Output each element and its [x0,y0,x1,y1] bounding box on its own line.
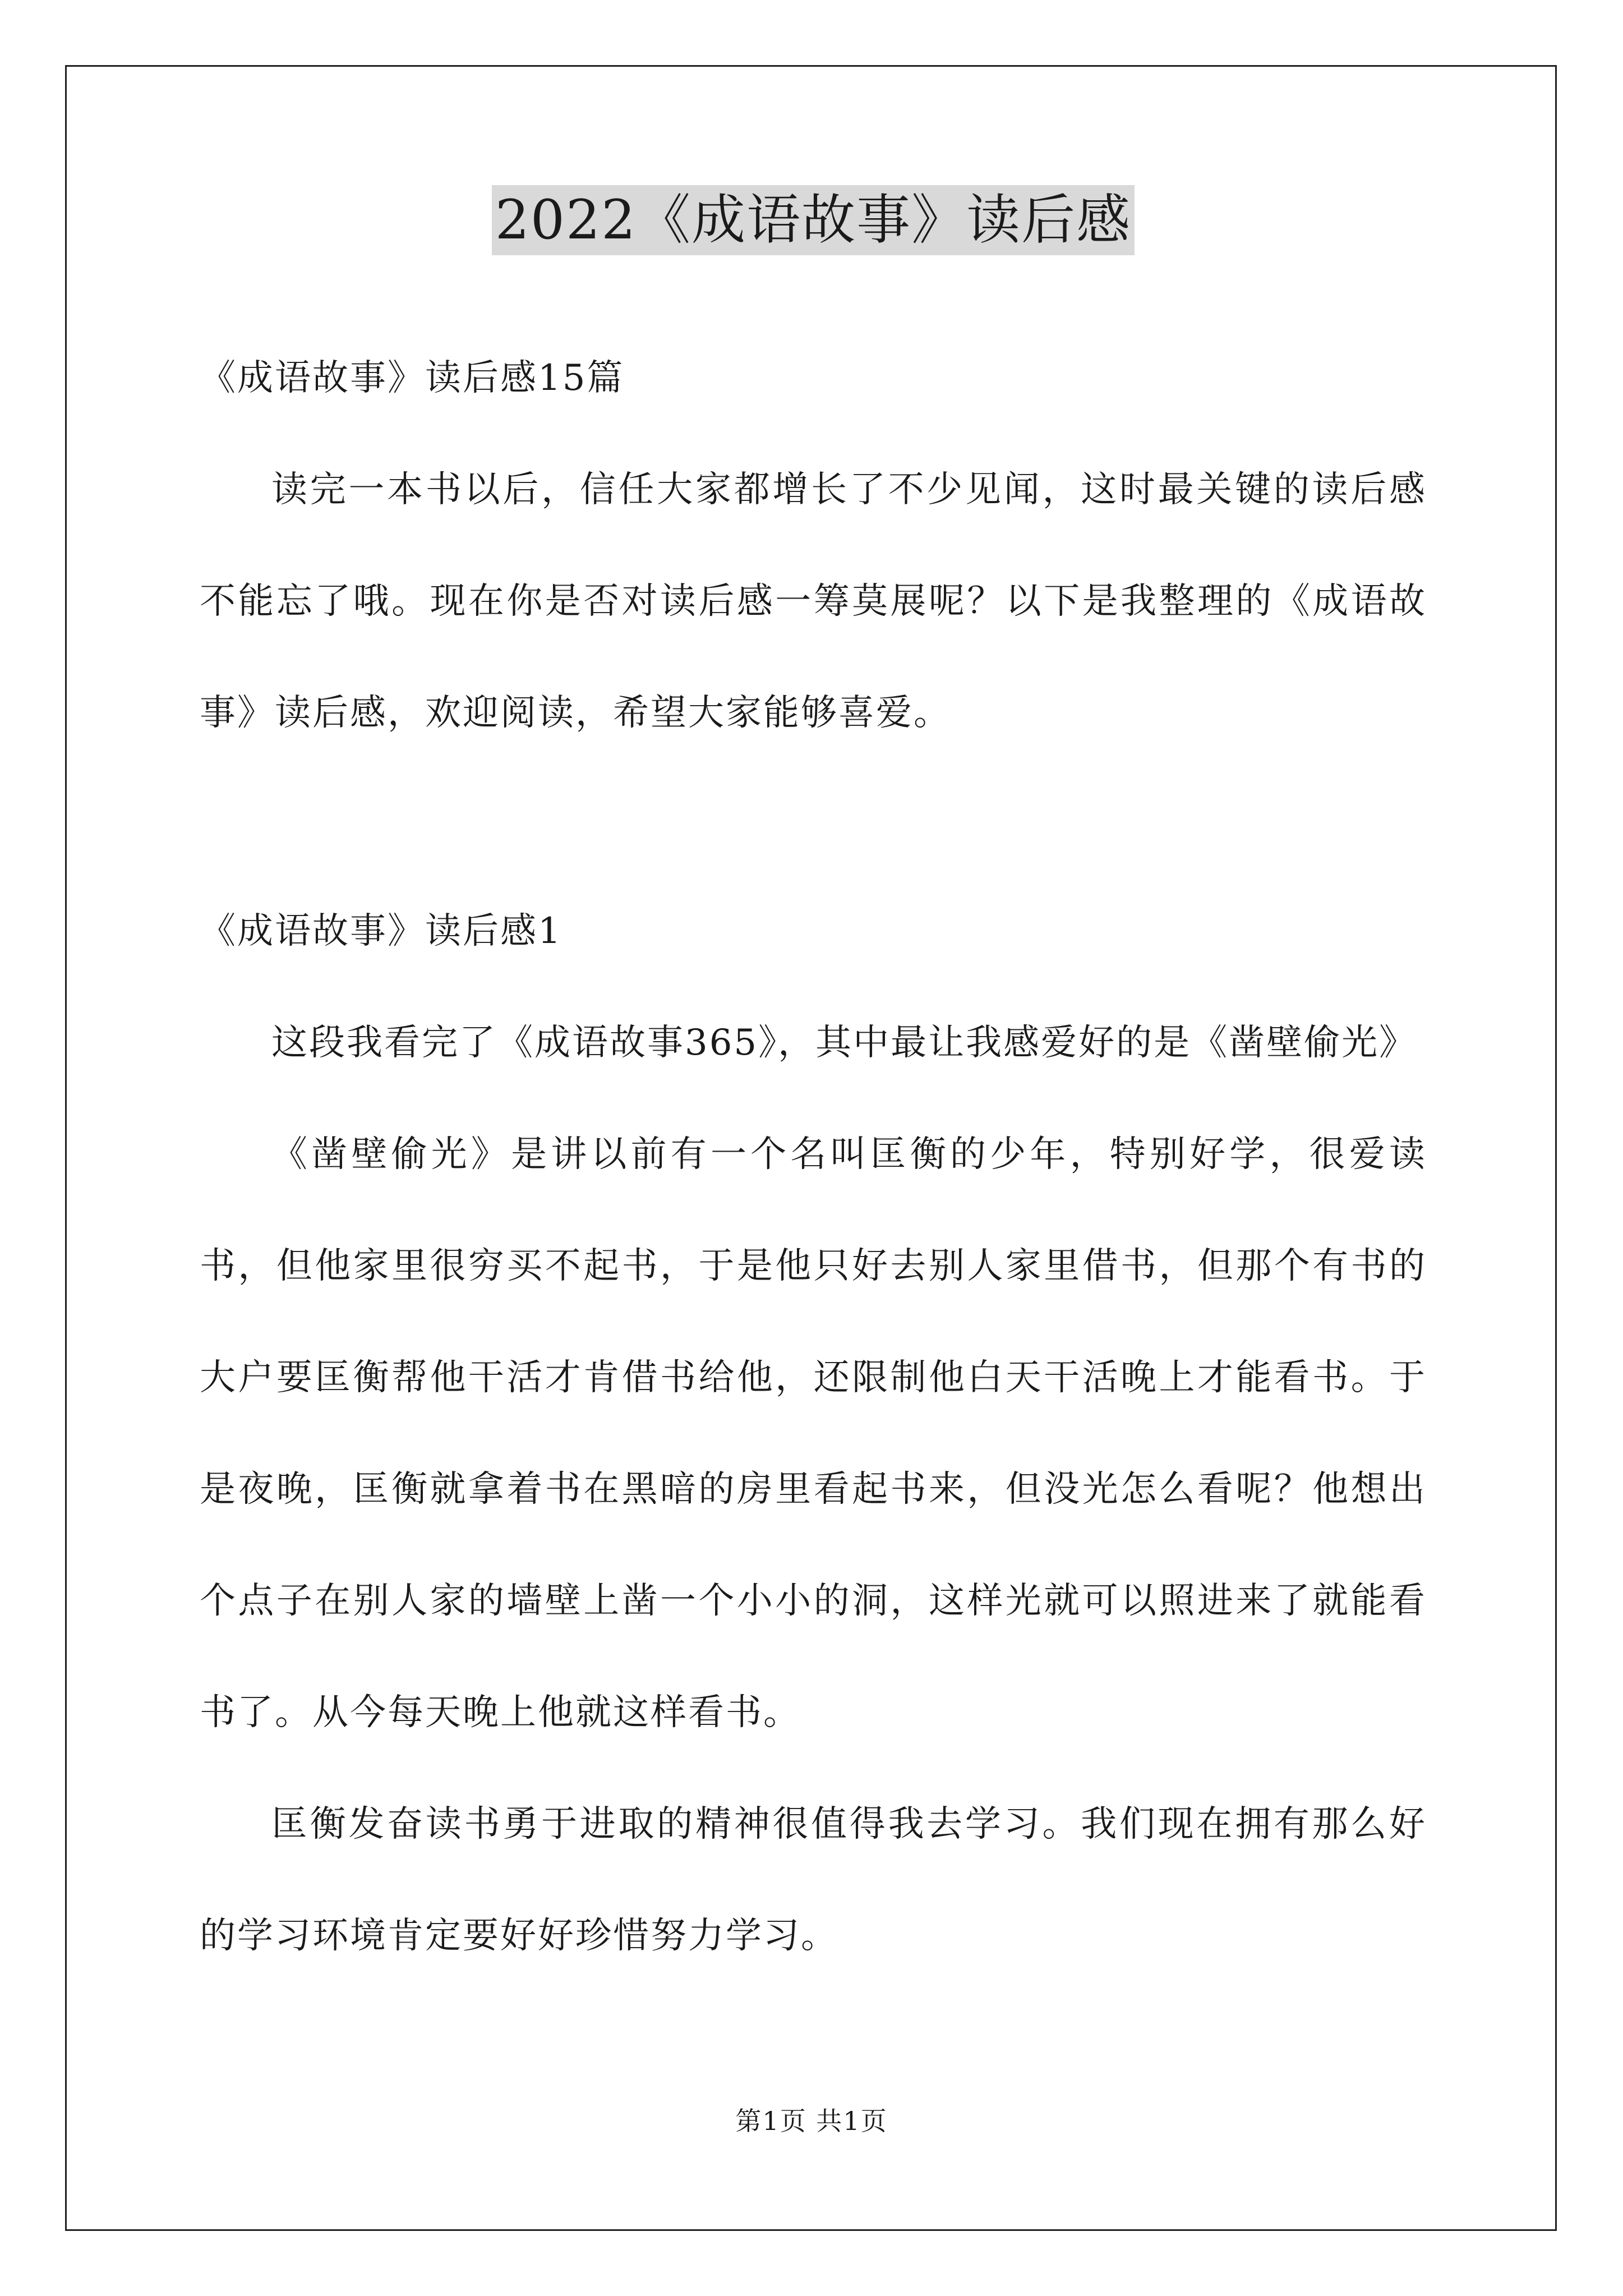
body-paragraph: 这段我看完了《成语故事365》，其中最让我感爱好的是《凿壁偷光》 [271,1022,1417,1064]
body-paragraph: 匡衡发奋读书勇于进取的精神很值得我去学习。我们现在拥有那么好的学习环境肯定要好好珍惜努力学习。 [200,1803,1427,1957]
document-title: 2022《成语故事》读后感 [492,185,1135,255]
document-body [200,185,1427,1992]
title-block [200,185,1427,255]
document-subtitle: 《成语故事》读后感15篇 [200,357,625,399]
body-paragraph: 《凿壁偷光》是讲以前有一个名叫匡衡的少年，特别好学，很爱读书，但他家里很穷买不起书，于是他只好去别人家里借书，但那个有书的大户要匡衡帮他干活才肯借书给他，还限制他白天干活晚上才能看书。于是夜晚，匡衡就拿着书在黑暗的房里看起书来，但没光怎么看呢？他想出个点子在别人家的墙壁上凿一个小小的洞，这样光就可以照进来了就能看书了。从今每天晚上他就这样看书。 [200,1133,1427,1733]
section-spacer [200,769,1427,876]
page-footer: 第1页 共1页 [735,2106,888,2136]
intro-paragraph: 读完一本书以后，信任大家都增长了不少见闻，这时最关键的读后感不能忘了哦。现在你是否对读后感一筹莫展呢？以下是我整理的《成语故事》读后感，欢迎阅读，希望大家能够喜爱。 [200,468,1427,734]
section-heading: 《成语故事》读后感1 [200,910,562,952]
